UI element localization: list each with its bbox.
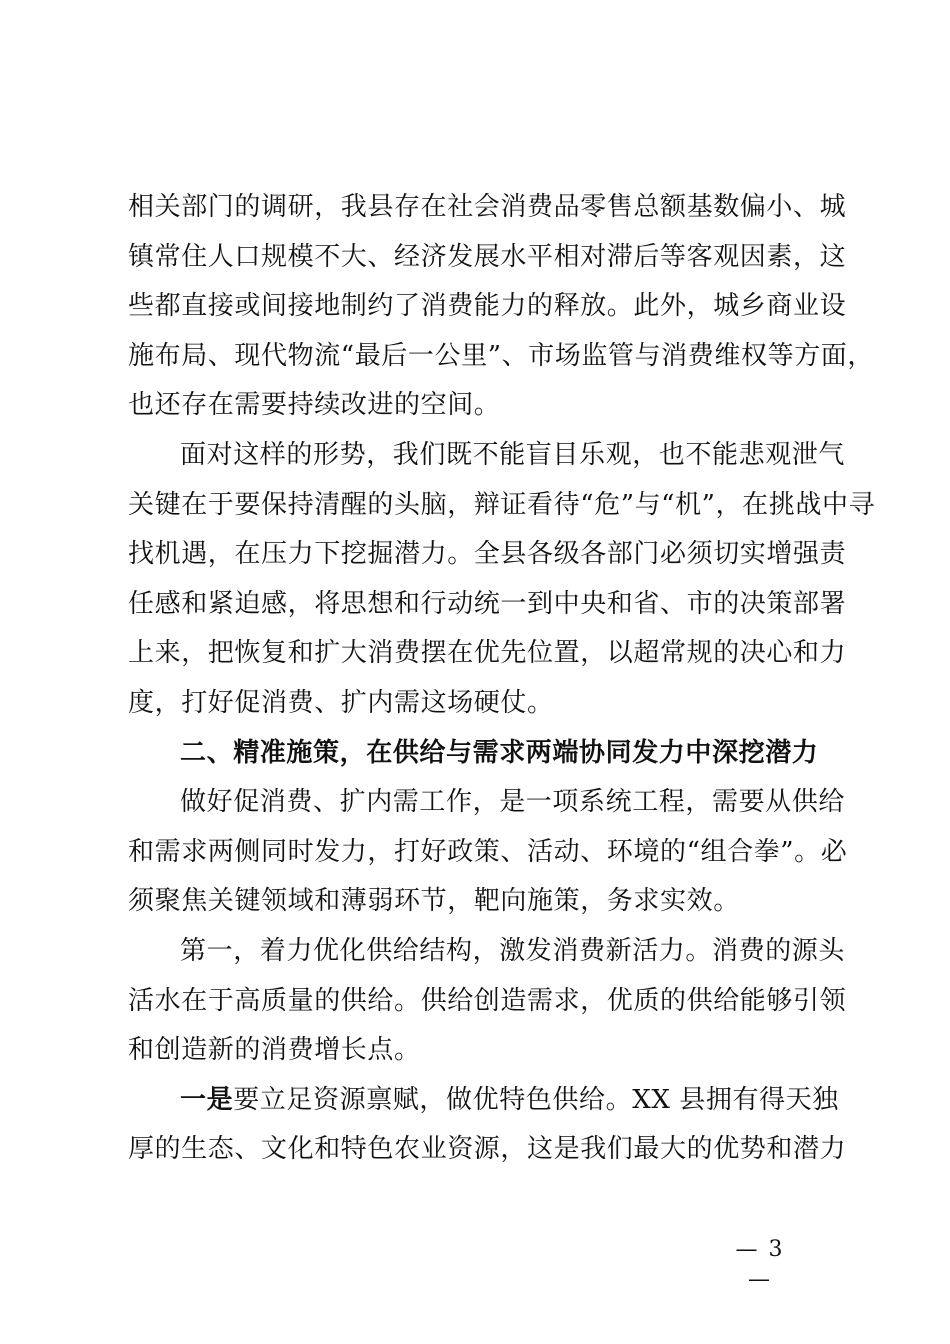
text-line: 施布局、现代物流“最后一公里”、市场监管与消费维权等方面，	[128, 340, 874, 371]
text-line: 和需求两侧同时发力，打好政策、活动、环境的“组合拳”。必	[128, 836, 848, 867]
text-line: 相关部门的调研，我县存在社会消费品零售总额基数偏小、城	[128, 192, 847, 222]
page-number: — 3 —	[735, 1237, 785, 1292]
text-line: 上来，把恢复和扩大消费摆在优先位置，以超常规的决心和力	[128, 638, 847, 669]
text-line: 活水在于高质量的供给。供给创造需求，优质的供给能够引领	[128, 985, 847, 1016]
section-heading: 二、精准施策，在供给与需求两端协同发力中深挖潜力	[180, 737, 819, 768]
text-line: 第一，着力优化供给结构，激发消费新活力。消费的源头	[180, 935, 846, 966]
text-line: 面对这样的形势，我们既不能盲目乐观，也不能悲观泄气	[180, 439, 846, 470]
text-line: 关键在于要保持清醒的头脑，辩证看待“危”与“机”，在挑战中寻	[128, 489, 876, 520]
text-line: 做好促消费、扩内需工作，是一项系统工程，需要从供给	[180, 787, 846, 818]
document-body	[128, 183, 876, 1175]
text-line: 些都直接或间接地制约了消费能力的释放。此外，城乡商业设	[128, 291, 847, 322]
text-line: 任感和紧迫感，将思想和行动统一到中央和省、市的决策部署	[128, 588, 847, 619]
text-line: 厚的生态、文化和特色农业资源，这是我们最大的优势和潜力	[128, 1134, 847, 1165]
text-line-with-lead	[128, 1076, 839, 1126]
lead-line-text: 要立足资源禀赋，做优特色供给。XX 县拥有得天独	[233, 1084, 839, 1115]
lead-label: 一是	[180, 1084, 234, 1115]
text-line: 也还存在需要持续改进的空间。	[128, 390, 501, 421]
text-line: 和创造新的消费增长点。	[128, 1035, 421, 1066]
text-line: 须聚焦关键领域和薄弱环节，靶向施策，务求实效。	[128, 886, 740, 917]
text-line: 找机遇，在压力下挖掘潜力。全县各级各部门必须切实增强责	[128, 539, 847, 570]
text-line: 镇常住人口规模不大、经济发展水平相对滞后等客观因素，这	[128, 241, 847, 272]
text-line: 度，打好促消费、扩内需这场硬仗。	[128, 687, 554, 718]
